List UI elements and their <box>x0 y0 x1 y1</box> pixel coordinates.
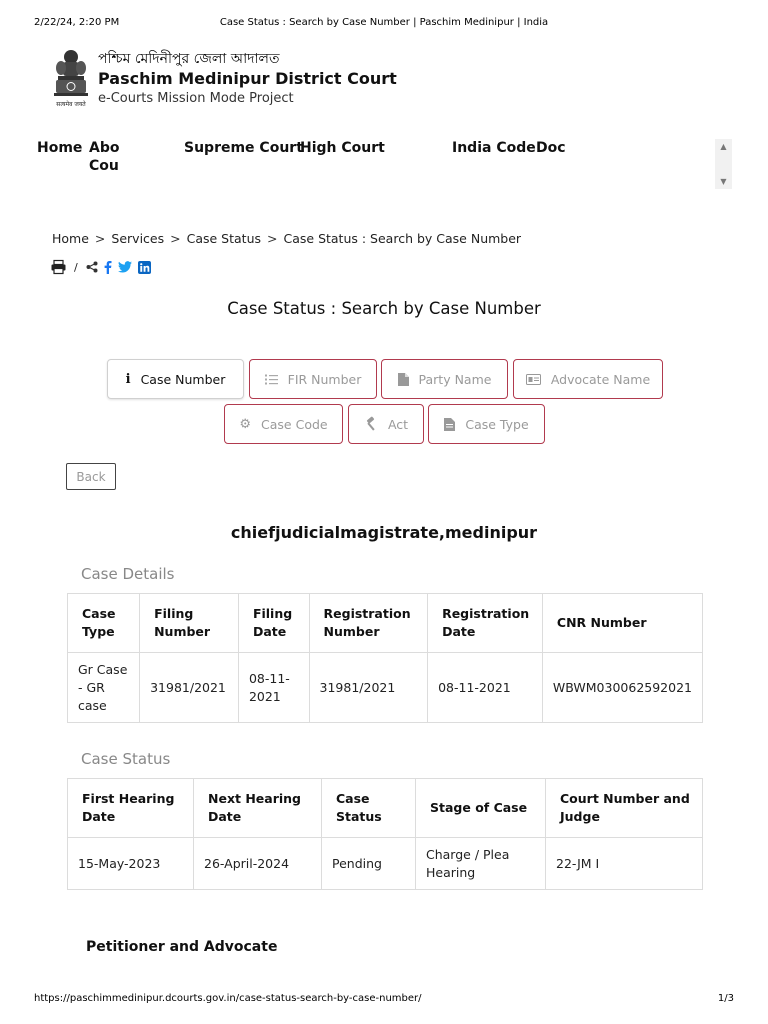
print-icon[interactable] <box>51 260 66 274</box>
header-line: Number <box>154 624 211 639</box>
cell-stage-of-case <box>416 838 546 890</box>
nav-supreme-court[interactable]: Supreme Court <box>184 140 303 156</box>
header-line: Registration <box>323 606 411 621</box>
cell-line: case <box>78 697 107 713</box>
breadcrumb-services[interactable]: Services <box>111 231 165 246</box>
header-line: Date <box>442 624 476 639</box>
court-name-local: পশ্চিম মেদিনীপুর জেলা আদালত <box>98 51 280 67</box>
cell-case-status: Pending <box>322 838 416 890</box>
tab-case-number-label: Case Number <box>140 371 226 387</box>
back-button[interactable]: Back <box>66 463 116 490</box>
col-stage-of-case: Stage of Case <box>416 779 546 838</box>
breadcrumb-case-status[interactable]: Case Status <box>186 231 262 246</box>
linkedin-icon[interactable] <box>138 261 151 274</box>
header-line: Date <box>252 624 287 639</box>
tab-case-code[interactable] <box>224 404 343 444</box>
cell-line: Charge / Plea <box>426 846 510 862</box>
nav-documents[interactable]: Doc <box>536 140 566 156</box>
cell-next-hearing: 26-April-2024 <box>194 838 322 890</box>
scroll-down-icon[interactable]: ▼ <box>720 177 727 186</box>
breadcrumb-home[interactable]: Home <box>52 231 89 246</box>
ashoka-emblem-icon <box>50 48 92 112</box>
header-line: Date <box>208 809 242 824</box>
col-case-type <box>68 594 140 653</box>
cell-registration-number: 31981/2021 <box>309 653 428 723</box>
tab-fir-number[interactable] <box>249 359 377 399</box>
list-icon <box>265 374 278 385</box>
tab-act[interactable] <box>348 404 424 444</box>
tab-case-number[interactable] <box>107 359 244 399</box>
header-line: First Hearing <box>82 791 175 806</box>
tab-case-type-label: Case Type <box>465 416 529 432</box>
file-text-icon <box>444 418 455 431</box>
nav-scrollbar[interactable] <box>715 139 732 189</box>
share-icon[interactable] <box>86 261 98 273</box>
nav-home[interactable]: Home <box>37 140 83 156</box>
nav-about-court[interactable] <box>89 139 119 175</box>
tab-case-type[interactable] <box>428 404 545 444</box>
tab-party-name-label: Party Name <box>418 371 492 387</box>
header-line: Next Hearing <box>208 791 301 806</box>
case-details-heading: Case Details <box>81 565 175 583</box>
col-filing-date <box>238 594 309 653</box>
col-filing-number <box>140 594 239 653</box>
nav-about-line2: Cou <box>89 158 119 174</box>
print-page-number: 1/3 <box>717 993 734 1004</box>
header-line: Judge <box>560 809 600 824</box>
col-first-hearing <box>68 779 194 838</box>
court-name[interactable]: Paschim Medinipur District Court <box>98 69 397 88</box>
nav-india-code[interactable]: India Code <box>452 140 536 156</box>
col-case-status <box>322 779 416 838</box>
cell-line: - GR <box>78 679 105 695</box>
tab-fir-number-label: FIR Number <box>287 371 362 387</box>
header-line: Filing <box>154 606 194 621</box>
print-datetime: 2/22/24, 2:20 PM <box>34 17 120 28</box>
cell-case-type <box>68 653 140 723</box>
col-cnr-number: CNR Number <box>542 594 702 653</box>
col-court-judge <box>546 779 703 838</box>
cell-registration-date: 08-11-2021 <box>428 653 543 723</box>
file-icon <box>398 373 409 386</box>
cell-court-judge: 22-JM I <box>546 838 703 890</box>
id-card-icon <box>526 374 541 385</box>
header-line: Number <box>323 624 380 639</box>
case-status-table <box>67 778 703 890</box>
main-nav <box>0 139 768 189</box>
tab-party-name[interactable] <box>381 359 508 399</box>
gavel-icon <box>364 418 378 431</box>
petitioner-advocate-heading: Petitioner and Advocate <box>86 939 278 955</box>
cell-cnr-number: WBWM030062592021 <box>542 653 702 723</box>
col-registration-date <box>428 594 543 653</box>
header-line: Case <box>336 791 370 806</box>
emblem-motto: सत्यमेव जयते <box>56 101 86 108</box>
nav-about-line1: Abo <box>89 140 120 156</box>
table-row <box>68 653 703 723</box>
table-header-row <box>68 594 703 653</box>
twitter-icon[interactable] <box>118 261 132 273</box>
header-line: Filing <box>252 606 293 621</box>
court-establishment-name: chiefjudicialmagistrate,medinipur <box>230 523 538 542</box>
header-line: Registration <box>442 606 530 621</box>
table-row <box>68 838 703 890</box>
header-line: Status <box>336 809 382 824</box>
header-line: Date <box>82 809 116 824</box>
breadcrumb-separator: > <box>94 231 106 246</box>
tab-advocate-name-label: Advocate Name <box>550 371 651 387</box>
header-line: Type <box>82 624 115 639</box>
tab-act-label: Act <box>387 416 409 432</box>
info-icon: i <box>125 371 131 387</box>
scroll-up-icon[interactable]: ▲ <box>720 142 727 151</box>
breadcrumb-separator: > <box>170 231 181 246</box>
share-separator: / <box>74 260 78 274</box>
table-header-row <box>68 779 703 838</box>
facebook-icon[interactable] <box>104 261 112 274</box>
share-bar <box>51 258 157 276</box>
cell-filing-number: 31981/2021 <box>140 653 239 723</box>
print-title: Case Status : Search by Case Number | Paschim Medinipur | India <box>219 17 549 28</box>
cell-filing-date <box>238 653 309 723</box>
cell-first-hearing: 15-May-2023 <box>68 838 194 890</box>
court-subtitle: e-Courts Mission Mode Project <box>98 91 294 106</box>
header-line: Court Number and <box>560 791 690 806</box>
case-details-table <box>67 593 703 723</box>
cell-line: Hearing <box>426 864 476 880</box>
tab-case-code-label: Case Code <box>261 416 328 432</box>
print-url: https://paschimmedinipur.dcourts.gov.in/case-status-search-by-case-number/ <box>34 993 422 1004</box>
nav-high-court[interactable]: High Court <box>300 140 385 156</box>
cell-line: 2021 <box>248 688 281 704</box>
breadcrumb-separator: > <box>267 231 278 246</box>
page-title: Case Status : Search by Case Number <box>227 299 541 318</box>
case-status-heading: Case Status <box>81 750 171 768</box>
breadcrumb-current: Case Status : Search by Case Number <box>283 231 522 246</box>
tab-advocate-name[interactable] <box>513 359 663 399</box>
gear-icon: ⚙ <box>239 416 252 432</box>
col-next-hearing <box>194 779 322 838</box>
breadcrumb <box>52 231 521 246</box>
col-registration-number <box>309 594 428 653</box>
cell-line: 08-11- <box>248 670 290 686</box>
header-line: Case <box>82 606 116 621</box>
cell-line: Gr Case <box>78 661 128 677</box>
